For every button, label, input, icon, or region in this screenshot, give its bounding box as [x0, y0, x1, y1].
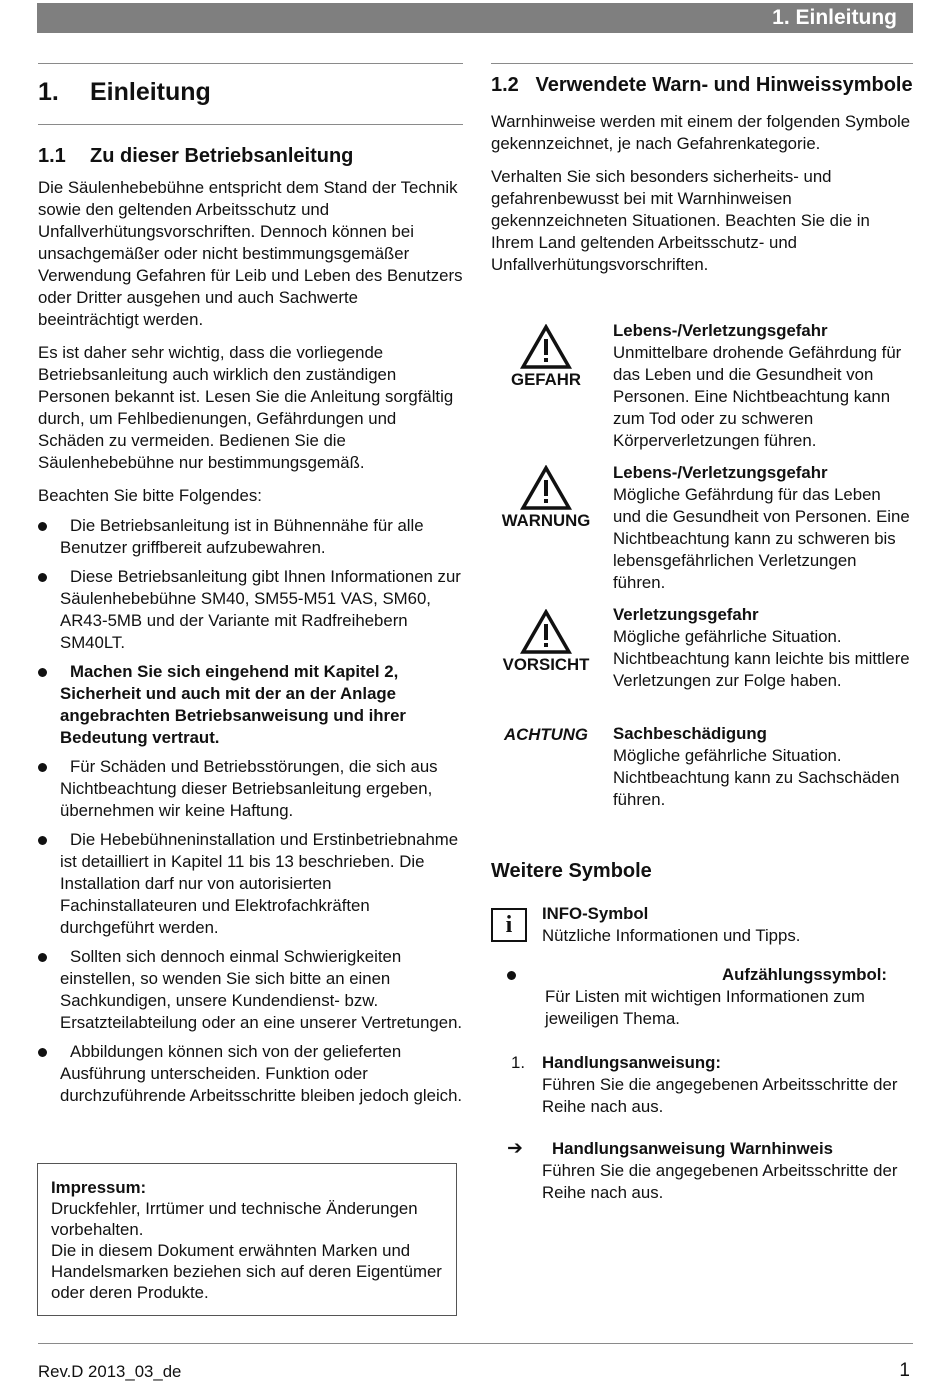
step-desc [542, 1052, 912, 1118]
paragraph: Beachten Sie bitte Folgendes: [38, 486, 262, 505]
info-symbol-desc [542, 903, 912, 947]
step-text: Führen Sie die angegebenen Arbeitsschritte der Reihe nach aus. [542, 1075, 898, 1116]
weitere-symbole-heading: Weitere Symbole [491, 860, 652, 882]
arrow-icon: ➔ [507, 1138, 523, 1159]
section-heading-1-1: 1.1 Zu dieser Betriebsanleitung [38, 145, 354, 167]
list-item: Sollten sich dennoch einmal Schwierigkeiten einstellen, so wenden Sie sich bitte an einen Sachkundigen, unsere Kundendienst- bzw. Ersatzteilabteilung oder an eine unserer Vertretungen. [38, 946, 463, 1034]
warning-text: Mögliche Gefährdung für das Leben und die Gesundheit von Personen. Eine Nichtbeachtung kann zu schweren bis lebensgefährlichen Verletzungen führen. [613, 485, 910, 592]
paragraph: Es ist daher sehr wichtig, dass die vorliegende Betriebsanleitung auch wirklich den zuständigen Personen bekannt ist. Lesen Sie die Anleitung sorgfältig durch, um Fehlbedienungen, Gefährdungen und Schäden zu vermeiden. Bedienen Sie die Säulenhebebühne nur bestimmungsgemäß. [38, 343, 454, 472]
list-item: Die Hebebühneninstallation und Erstinbetriebnahme ist detailliert in Kapitel 11 bis 13 beschrieben. Die Installation darf nur von autorisierten Fachinstallateuren und Elektrofachkräften durchgeführt werden. [38, 829, 463, 939]
warning-label: WARNUNG [501, 511, 591, 530]
chapter-header-title: 1. Einleitung [772, 6, 897, 29]
warning-triangle-icon [520, 609, 572, 655]
bullet-icon [38, 668, 47, 677]
warning-title: Verletzungsgefahr [613, 605, 759, 624]
list-symbol-text: Für Listen mit wichtigen Informationen zum jeweiligen Thema. [545, 987, 865, 1028]
warning-triangle-icon [520, 465, 572, 511]
impressum-box [37, 1163, 457, 1316]
section-heading-1-2: 1.2 Verwendete Warn- und Hinweissymbole [491, 74, 913, 96]
page-number: 1 [899, 1360, 910, 1381]
bullet-icon [38, 573, 47, 582]
warning-text: Mögliche gefährliche Situation. Nichtbeachtung kann leichte bis mittlere Verletzungen zur Folge haben. [613, 627, 910, 690]
left-column [38, 72, 463, 1114]
impressum-text: Die in diesem Dokument erwähnten Marken und Handelsmarken beziehen sich auf deren Eigentümer oder deren Produkte. [51, 1241, 442, 1302]
warning-triangle-icon [520, 324, 572, 370]
list-item: Machen Sie sich eingehend mit Kapitel 2, Sicherheit und auch mit der an der Anlage angebrachten Betriebsanweisung und ihrer Bedeutung vertraut. [38, 661, 463, 749]
warning-title: Lebens-/Verletzungsgefahr [613, 321, 828, 340]
paragraph: Die Säulenhebebühne entspricht dem Stand der Technik sowie den geltenden Arbeitsschutz und Unfallverhütungsvorschriften. Dennoch können bei unsachgemäßer oder nicht bestimmungsgemäßer Verwendung Gefahren für Leib und Leben des Benutzers oder Dritter ausgehen und auch Sachwerte beeinträchtigt werden. [38, 178, 463, 329]
warning-text: Unmittelbare drohende Gefährdung für das Leben und die Gesundheit von Personen. Eine Nichtbeachtung kann zum Tod oder zu schweren Körperverletzungen führen. [613, 343, 902, 450]
arrow-text: Führen Sie die angegebenen Arbeitsschritte der Reihe nach aus. [542, 1161, 898, 1202]
paragraph: Warnhinweise werden mit einem der folgenden Symbole gekennzeichnet, je nach Gefahrenkategorie. [491, 112, 911, 153]
list-item: Abbildungen können sich von der gelieferten Ausführung unterscheiden. Funktion oder durchzuführende Arbeitsschritte bleiben jedoch gleich. [38, 1041, 463, 1107]
list-item: Die Betriebsanleitung ist in Bühnennähe für alle Benutzer griffbereit aufzubewahren. [38, 515, 463, 559]
bullet-icon [38, 763, 47, 772]
info-text: Nützliche Informationen und Tipps. [542, 926, 801, 945]
bullet-list [38, 515, 463, 1107]
bullet-icon [38, 836, 47, 845]
paragraph: Verhalten Sie sich besonders sicherheits- und gefahrenbewusst bei mit Warnhinweisen gekennzeichneten Situationen. Beachten Sie die in Ihrem Land geltenden Arbeitsschutz- und Unfallverhütungsvorschriften. [491, 167, 870, 274]
bullet-icon [38, 953, 47, 962]
arrow-title: Handlungsanweisung Warnhinweis [552, 1139, 833, 1158]
bullet-icon [38, 1048, 47, 1057]
warning-label: VORSICHT [502, 655, 590, 674]
divider [38, 63, 463, 64]
impressum-title: Impressum: [51, 1178, 147, 1197]
bullet-icon [507, 971, 516, 980]
footer-divider [38, 1343, 913, 1344]
step-title: Handlungsanweisung: [542, 1053, 722, 1072]
impressum-text: Druckfehler, Irrtümer und technische Änderungen vorbehalten. [51, 1199, 418, 1239]
warning-title: Lebens-/Verletzungsgefahr [613, 463, 828, 482]
chapter-heading: 1. Einleitung [38, 78, 211, 106]
warnings-area [491, 0, 913, 1397]
warning-title: Sachbeschädigung [613, 724, 767, 743]
warning-label: ACHTUNG [504, 725, 588, 744]
bullet-icon [38, 522, 47, 531]
step-number: 1. [511, 1053, 525, 1072]
list-symbol-title: Aufzählungssymbol: [722, 965, 888, 984]
info-icon: i [491, 908, 527, 942]
list-item: Diese Betriebsanleitung gibt Ihnen Informationen zur Säulenhebebühne SM40, SM55-M51 VAS, SM60, AR43-5MB und der Variante mit Radfreihebern SM40LT. [38, 566, 463, 654]
revision-label: Rev.D 2013_03_de [38, 1362, 182, 1381]
warning-text: Mögliche gefährliche Situation. Nichtbeachtung kann zu Sachschäden führen. [613, 746, 900, 809]
info-title: INFO-Symbol [542, 904, 649, 923]
list-item: Für Schäden und Betriebsstörungen, die sich aus Nichtbeachtung dieser Betriebsanleitung ergeben, übernehmen wir keine Haftung. [38, 756, 463, 822]
warning-label: GEFAHR [511, 370, 581, 389]
